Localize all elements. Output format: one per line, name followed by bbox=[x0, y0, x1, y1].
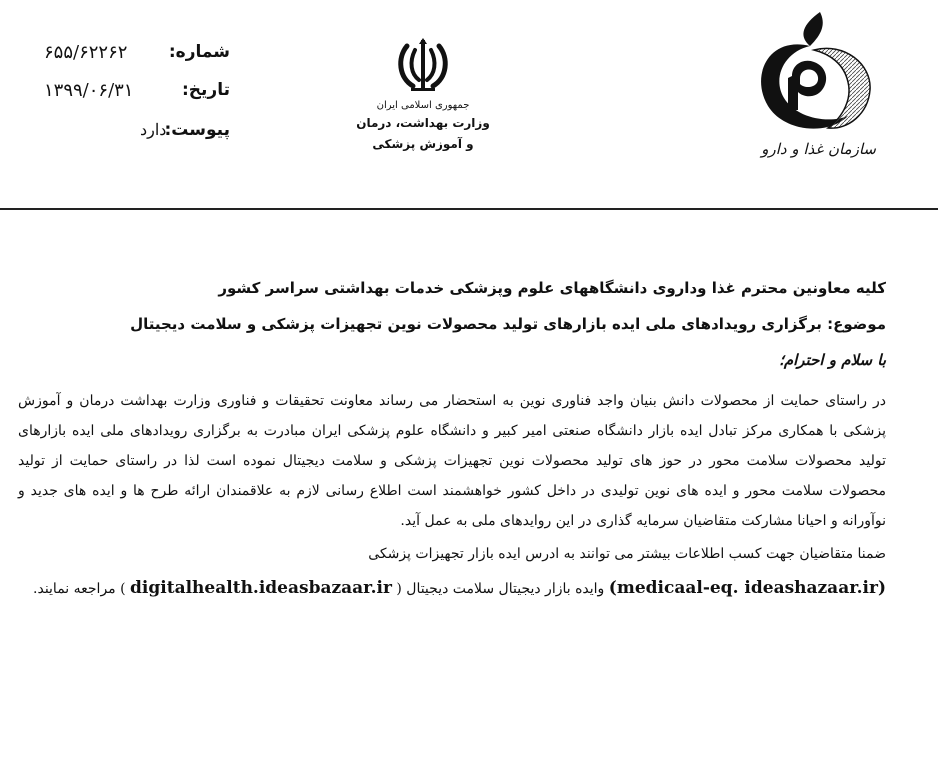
gov-line: جمهوری اسلامی ایران bbox=[376, 100, 470, 111]
subject-line: موضوع: برگزاری رویدادهای ملی ایده بازارهای تولید محصولات نوین تجهیزات پزشکی و سلامت دیجیتال bbox=[130, 315, 886, 333]
closing-line bbox=[18, 574, 886, 603]
letter-content bbox=[18, 278, 886, 603]
ministry-line-2: و آموزش پزشکی bbox=[372, 137, 474, 151]
ministry-emblem bbox=[338, 36, 508, 153]
food-drug-emblem-icon bbox=[748, 6, 878, 138]
digital-intro-text: وایده بازار دیجیتال سلامت دیجیتال ( bbox=[396, 581, 605, 597]
header-divider bbox=[0, 208, 938, 210]
date-label: تاریخ: bbox=[182, 80, 230, 100]
greeting-line: با سلام و احترام؛ bbox=[779, 351, 886, 369]
attachment-value: دارد bbox=[140, 120, 167, 139]
letter-meta bbox=[44, 42, 234, 142]
attachment-label: پیوست: bbox=[164, 120, 230, 140]
medical-url-link[interactable]: (medicaal-eq. ideashazaar.ir) bbox=[608, 578, 886, 598]
meta-date-row bbox=[44, 80, 234, 110]
iran-emblem-icon bbox=[393, 36, 453, 94]
body-paragraph: در راستای حمایت از محصولات دانش بنیان واجد فناوری نوین به استحضار می رساند معاونت تحقیقات و فناوری وزارت بهداشت درمان و آموزش پزشکی با همکاری مرکز تبادل ایده بازار دانشگاه صنعتی امیر کبیر و دانشگاه علوم پزشکی ایران مبادرت به برگزاری رویدادهای ملی ایده بازارهای تولید محصولات سلامت محور در حوز های تولید محصولات نوین تجهیزات پزشکی و سلامت دیجیتال نموده است لذا در راستای حمایت از تولید محصولات سلامت محور و ایده های نوین تولیدی در داخل کشور خواهشمند است اطلاع رسانی لازم به علاقمندان ارائه طرح ها و ایده های جدید و نوآورانه و احیانا مشارکت متقاضیان سرمایه گذاری در این روایدهای ملی به عمل آید. bbox=[18, 393, 886, 529]
closing-text: ) مراجعه نمایند. bbox=[33, 581, 126, 597]
org-caption: سازمان غذا و دارو bbox=[761, 140, 876, 158]
meta-attachment-row bbox=[44, 120, 234, 150]
number-label: شماره: bbox=[168, 42, 230, 62]
digital-url-link[interactable]: digitalhealth.ideasbazaar.ir bbox=[130, 578, 392, 598]
meta-number-row bbox=[44, 42, 234, 72]
date-value: ۱۳۹۹/۰۶/۳۱ bbox=[44, 80, 134, 101]
ministry-line-1: وزارت بهداشت، درمان bbox=[356, 116, 490, 130]
followup-line: ضمنا متقاضیان جهت کسب اطلاعات بیشتر می توانند به ادرس ایده بازار تجهیزات پزشکی bbox=[368, 546, 886, 562]
food-drug-logo bbox=[748, 6, 878, 166]
number-value: ۶۵۵/۶۲۲۶۲ bbox=[44, 42, 128, 63]
recipient-line: کلیه معاونین محترم غذا وداروی دانشگاههای علوم وپزشکی خدمات بهداشتی سراسر کشور bbox=[218, 279, 886, 297]
